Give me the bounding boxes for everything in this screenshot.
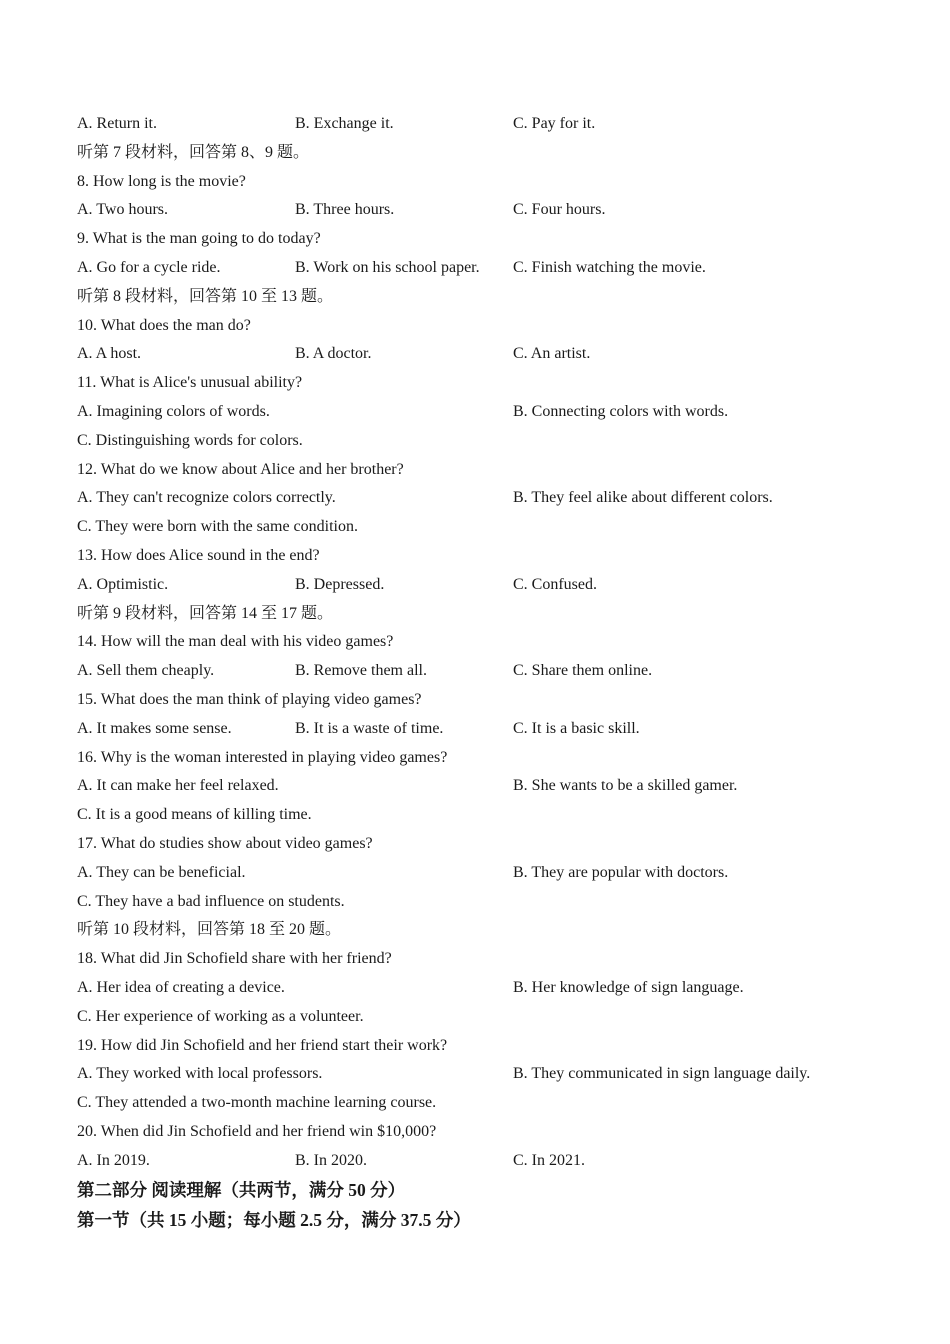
question-text: 听第 10 段材料，回答第 18 至 20 题。 — [77, 921, 342, 939]
question-text: 11. What is Alice's unusual ability? — [77, 374, 303, 392]
option-row — [77, 859, 877, 888]
question-text: 14. How will the man deal with his video games? — [77, 633, 394, 651]
section-heading: 第二部分 阅读理解（共两节，满分 50 分） — [77, 1180, 406, 1201]
option-b: B. They feel alike about different colors. — [513, 489, 773, 507]
option-row — [77, 715, 877, 744]
exam-page — [77, 110, 877, 1235]
option-row — [77, 484, 877, 513]
option-row — [77, 1060, 877, 1089]
option-row — [77, 340, 877, 369]
question-text: C. Distinguishing words for colors. — [77, 431, 303, 449]
option-c: C. Finish watching the movie. — [513, 258, 706, 276]
question-text: 16. Why is the woman interested in playing video games? — [77, 748, 448, 766]
question-text: 15. What does the man think of playing video games? — [77, 690, 422, 708]
option-a: A. A host. — [77, 345, 142, 363]
question-text: 19. How did Jin Schofield and her friend start their work? — [77, 1036, 448, 1054]
question-text: 听第 8 段材料，回答第 10 至 13 题。 — [77, 287, 334, 305]
option-row — [77, 196, 877, 225]
option-b: B. Connecting colors with words. — [513, 402, 729, 420]
option-a: A. It makes some sense. — [77, 719, 232, 737]
option-a: A. Her idea of creating a device. — [77, 978, 285, 996]
option-c: C. Pay for it. — [513, 115, 596, 132]
option-a: A. Two hours. — [77, 201, 169, 219]
option-a: A. In 2019. — [77, 1151, 150, 1169]
question-text: 20. When did Jin Schofield and her friend win $10,000? — [77, 1122, 437, 1140]
question-text: C. Her experience of working as a volunteer. — [77, 1007, 364, 1025]
option-b: B. Work on his school paper. — [295, 258, 480, 276]
option-row — [77, 110, 877, 139]
question-text: C. They were born with the same condition. — [77, 518, 358, 536]
option-row — [77, 571, 877, 600]
option-c: C. Share them online. — [513, 662, 653, 680]
question-text: 听第 9 段材料，回答第 14 至 17 题。 — [77, 604, 334, 622]
question-text: 8. How long is the movie? — [77, 172, 246, 190]
question-text: 17. What do studies show about video games? — [77, 834, 373, 852]
question-text: C. They have a bad influence on students. — [77, 892, 345, 910]
option-b: B. Exchange it. — [295, 115, 394, 132]
option-a: A. Sell them cheaply. — [77, 662, 215, 680]
option-b: B. Her knowledge of sign language. — [513, 978, 744, 996]
option-a: A. They can be beneficial. — [77, 863, 246, 881]
option-b: B. Remove them all. — [295, 662, 427, 680]
option-b: B. A doctor. — [295, 345, 372, 363]
question-text: 听第 7 段材料，回答第 8、9 题。 — [77, 143, 310, 161]
option-b: B. Depressed. — [295, 575, 385, 593]
option-b: B. It is a waste of time. — [295, 719, 444, 737]
question-text: 12. What do we know about Alice and her brother? — [77, 460, 404, 478]
option-b: B. They communicated in sign language daily. — [513, 1065, 811, 1083]
question-text: 9. What is the man going to do today? — [77, 230, 321, 248]
option-c: C. Confused. — [513, 575, 597, 593]
option-a: A. Imagining colors of words. — [77, 402, 270, 420]
option-row — [77, 398, 877, 427]
option-a: A. Return it. — [77, 115, 157, 132]
option-b: B. In 2020. — [295, 1151, 367, 1169]
option-a: A. They worked with local professors. — [77, 1065, 323, 1083]
option-row — [77, 657, 877, 686]
option-b: B. She wants to be a skilled gamer. — [513, 777, 738, 795]
option-row — [77, 772, 877, 801]
section-heading: 第一节（共 15 小题；每小题 2.5 分，满分 37.5 分） — [77, 1210, 471, 1231]
option-row — [77, 254, 877, 283]
option-row — [77, 974, 877, 1003]
option-c: C. In 2021. — [513, 1151, 585, 1169]
option-a: A. They can't recognize colors correctly. — [77, 489, 336, 507]
option-a: A. Go for a cycle ride. — [77, 258, 221, 276]
question-text: 10. What does the man do? — [77, 316, 251, 334]
option-a: A. Optimistic. — [77, 575, 169, 593]
question-text: 18. What did Jin Schofield share with her friend? — [77, 950, 392, 968]
option-c: C. It is a basic skill. — [513, 719, 640, 737]
option-b: B. Three hours. — [295, 201, 395, 219]
option-c: C. An artist. — [513, 345, 591, 363]
question-text: C. They attended a two-month machine learning course. — [77, 1094, 437, 1112]
option-c: C. Four hours. — [513, 201, 606, 219]
option-b: B. They are popular with doctors. — [513, 863, 729, 881]
option-row — [77, 1147, 877, 1176]
question-text: 13. How does Alice sound in the end? — [77, 546, 320, 564]
option-a: A. It can make her feel relaxed. — [77, 777, 279, 795]
question-text: C. It is a good means of killing time. — [77, 806, 312, 824]
